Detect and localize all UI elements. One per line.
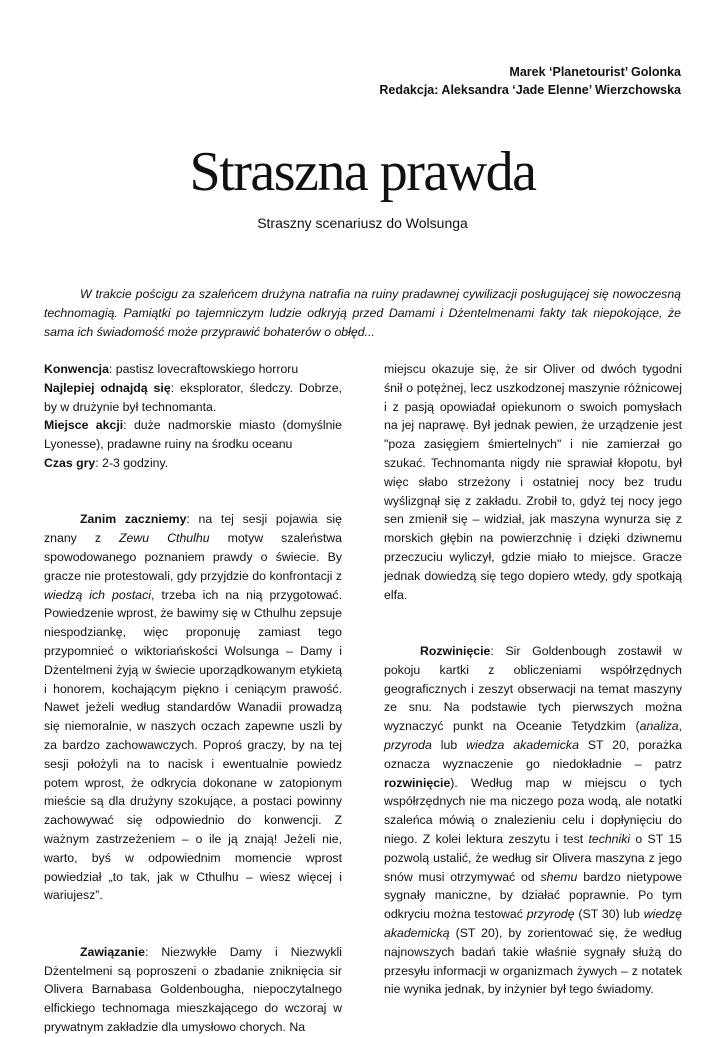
development-paragraph: [384, 642, 682, 999]
text-run: o ST 15 pozwolą ustalić, że według sir Olivera maszyna z jego snów musi otrzymywać od: [384, 831, 682, 884]
meta-value: : pastisz lovecraftowskiego horroru: [108, 362, 299, 376]
italic-run: Zewu Cthulhu: [119, 531, 210, 546]
text-run: , trzeba ich na nią przygotować. Powiedzenie wprost, że bawimy się w Cthulhu zepsuje niespodziankę, więc proponuję zamiast tego przypomnieć o wiktoriańskości Wolsunga – Damy i Dżentelmeni żyją w świecie uporządkowanym etykietą i honorem, kochającym piękno i ceniącym prawość. Nawet jeżeli według standardów Wanadii prowadzą się niemoralnie, w naszych oczach zapewne uszli by za bardzo zachowawczych. Poproś graczy, by na tej sesji położyli na to nacisk i ewentualnie powiedz potem wprost, że odkrycia dokonane w zatopionym mieście są dla drużyny szokujące, a postaci powinny zachowywać się odpowiednio do konwencji. Z ważnym zastrzeżeniem – o ile ją znają! Jeżeli nie, warto, byś w odpowiednim momencie wprost powiedział „to tak, jak w Cthulhu – wiesz więcej i wariujesz”.: [44, 587, 342, 903]
page-title: Straszna prawda: [189, 141, 536, 203]
text-run: : Sir Goldenbough zostawił w pokoju kartki z obliczeniami współrzędnych geograficznych i zeszyt obserwacji na temat maszyny ze snu. Na podstawie tych pierwszych można wyznaczyć punkt na Oceanie Tetydzkim (: [384, 643, 682, 734]
text-run: lub: [431, 737, 467, 752]
italic-run: przyrodę: [526, 907, 575, 922]
intro-text: W trakcie pościgu za szaleńcem drużyna natrafia na ruiny pradawnej cywilizacji posługującej się nowoczesną technomagią. Pamiątki po tajemniczym ludzie odkryją przed Damami i Dżentelmenami fakty tak niepokojące, że sama ich świadomość może przyprawić bohaterów o obłęd...: [44, 287, 681, 339]
section-label: Rozwinięcie: [420, 643, 491, 658]
text-run: ). Według map w miejscu o tych współrzędnych nie ma niczego poza wodą, ale notatki szaleńca mówią o znalezieniu celu i dopłynięciu do niego. Z kolei lektura zeszytu i test: [384, 775, 682, 846]
italic-run: wiedzę akademicką: [384, 907, 682, 940]
meta-convention: [44, 360, 342, 379]
intro-paragraph: [44, 285, 681, 342]
meta-label: Najlepiej odnajdą się: [44, 380, 171, 395]
section-label: Zawiązanie: [80, 944, 145, 959]
italic-run: analiza: [639, 719, 679, 734]
meta-label: Konwencja: [44, 362, 109, 376]
text-run: (ST 30) lub: [574, 907, 644, 922]
text-run: motyw szaleństwa spowodowanego poznaniem prawdy o świecie. By gracze nie protestowali, gdy przyjdzie do konfrontacji z: [44, 531, 342, 583]
meta-best: [44, 379, 342, 417]
meta-time: [44, 454, 342, 473]
text-run: (ST 20), by zorientować się, że według najnowszych badań takie właśnie sygnały służą do przesyłu informacji w organizmach żywych – z notatek nie wynika jednak, by inżynier był tego świadomy.: [384, 925, 682, 997]
author-line: Marek ‘Planetourist’ Golonka: [509, 65, 681, 79]
plot-start-paragraph: [44, 943, 342, 1037]
meta-value: : duże nadmorskie miasto (domyślnie Lyonesse), pradawne ruiny na środku oceanu: [44, 418, 343, 452]
italic-run: techniki: [588, 831, 631, 846]
text-run: : Niezwykłe Damy i Niezwykli Dżentelmeni są poproszeni o zbadanie zniknięcia sir Olivera Barnabasa Goldenbougha, niepoczytalnego elfickiego technomaga mieszkającego do wczoraj w prywatnym zakładzie dla umysłowo chorych. Na: [44, 944, 342, 1034]
text-run: ,: [678, 719, 682, 734]
meta-label: Miejsce akcji: [44, 418, 124, 433]
plot-start-continuation: miejscu okazuje się, że sir Oliver od dwóch tygodni śnił o potężnej, lecz uszkodzonej maszynie różnicowej i z pasją opowiadał opiekunom o swoich pomysłach na jej naprawę. Był jednak pewien, że urządzenie jest "poza zasięgiem śmiertelnych" i nie zamierzał go szukać. Technomanta nigdy nie sprawiał kłopotu, był więc słabo strzeżony i ostatniej nocy bez trudu wyślizgnął się z zakładu. Zrobił to, gdyż tej nocy jego sen zmienił się – widział, jak maszyna wynurza się z morskich głębin na powierzchnię i dzięki dziwnemu przeczuciu wyliczył, gdzie miało to miejsce. Gracze jednak dowiedzą się tego dopiero wtedy, gdy spotkają elfa.: [384, 362, 682, 602]
section-label: Zanim zaczniemy: [80, 512, 187, 527]
italic-run: wiedzą ich postaci: [44, 587, 152, 602]
meta-value: : 2-3 godziny.: [95, 455, 169, 470]
before-start-paragraph: [44, 510, 342, 905]
text-run: : na tej sesji pojawia się znany z: [44, 512, 342, 546]
text-run: bardzo nietypowe sygnały maniczne, by działać poprawnie. Po tym odkryciu można testować: [384, 869, 682, 922]
text-run: ST 20, porażka oznacza wyznaczenie go niedokładnie – patrz: [384, 737, 682, 771]
italic-run: przyroda: [384, 737, 432, 752]
meta-label: Czas gry: [44, 455, 96, 470]
page-subtitle: Straszny scenariusz do Wolsunga: [257, 215, 468, 231]
left-column: [44, 360, 342, 1037]
italic-run: wiedza akademicka: [466, 737, 579, 752]
meta-place: [44, 416, 342, 454]
author-block: [379, 63, 681, 99]
meta-value: : eksplorator, śledczy. Dobrze, by w drużynie był technomanta.: [44, 380, 342, 414]
editor-line: Redakcja: Aleksandra ‘Jade Elenne’ Wierzchowska: [379, 83, 681, 97]
bold-run: rozwinięcie: [384, 775, 451, 790]
italic-run: shemu: [540, 869, 578, 884]
right-column: [384, 360, 682, 999]
